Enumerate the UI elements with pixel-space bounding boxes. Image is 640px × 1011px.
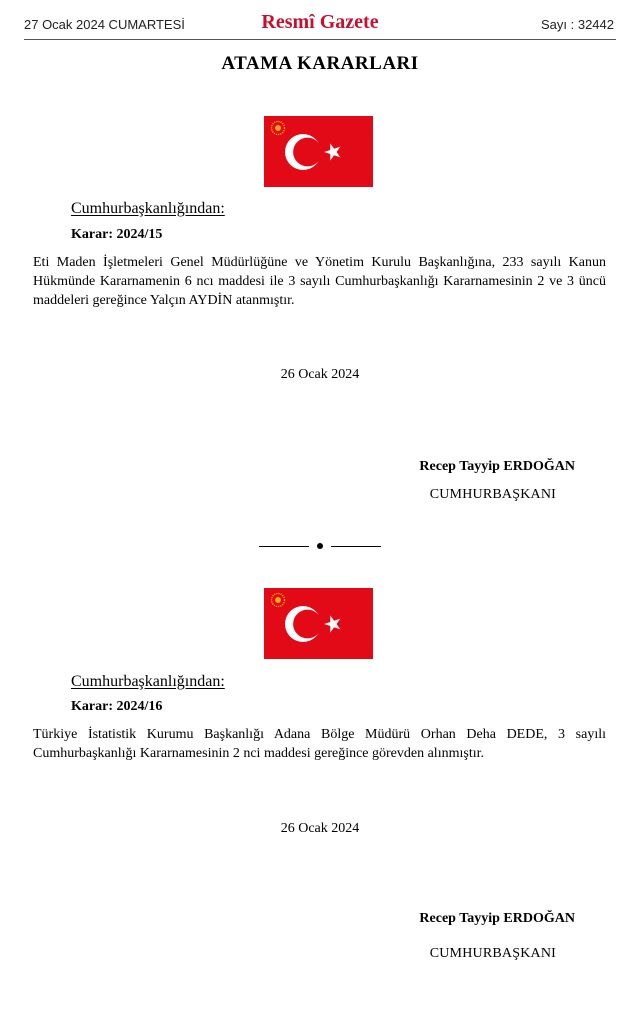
decision-text: Eti Maden İşletmeleri Genel Müdürlüğüne ve Yönetim Kurulu Başkanlığına, 233 sayılı Kanun Hükmünde Kararnamenin 6 ncı maddesi ile 3 sayılı Cumhurbaşkanlığı Kararnamesinin 2 ve 3 üncü maddeleri gereğince Yalçın AYDİN atanmıştır. xyxy=(33,255,606,308)
page-title: ATAMA KARARLARI xyxy=(221,53,419,74)
decision-date: 26 Ocak 2024 xyxy=(280,367,360,382)
decision-number: Karar: 2024/16 xyxy=(71,699,163,714)
gazette-name: Resmî Gazete xyxy=(261,11,379,33)
issue-number: Sayı : 32442 xyxy=(541,17,614,32)
header-rule xyxy=(24,39,616,40)
header-date: 27 Ocak 2024 CUMARTESİ xyxy=(24,17,185,32)
turkish-flag-icon xyxy=(264,588,373,659)
signatory-name: Recep Tayyip ERDOĞAN xyxy=(419,911,575,926)
decision-text: Türkiye İstatistik Kurumu Başkanlığı Adana Bölge Müdürü Orhan Deha DEDE, 3 sayılı Cumhurbaşkanlığı Kararnamesinin 2 nci maddesi gereğince görevden alınmıştır. xyxy=(33,727,606,761)
decision-number: Karar: 2024/15 xyxy=(71,227,163,242)
turkish-flag-icon xyxy=(264,116,373,187)
signatory-title: CUMHURBAŞKANI xyxy=(429,946,556,961)
signatory-name: Recep Tayyip ERDOĞAN xyxy=(419,459,575,474)
issuer-label: Cumhurbaşkanlığından: xyxy=(71,200,225,217)
issuer-label: Cumhurbaşkanlığından: xyxy=(71,673,225,690)
decision-date: 26 Ocak 2024 xyxy=(280,821,360,836)
section-divider xyxy=(259,545,381,548)
signatory-title: CUMHURBAŞKANI xyxy=(429,487,556,502)
